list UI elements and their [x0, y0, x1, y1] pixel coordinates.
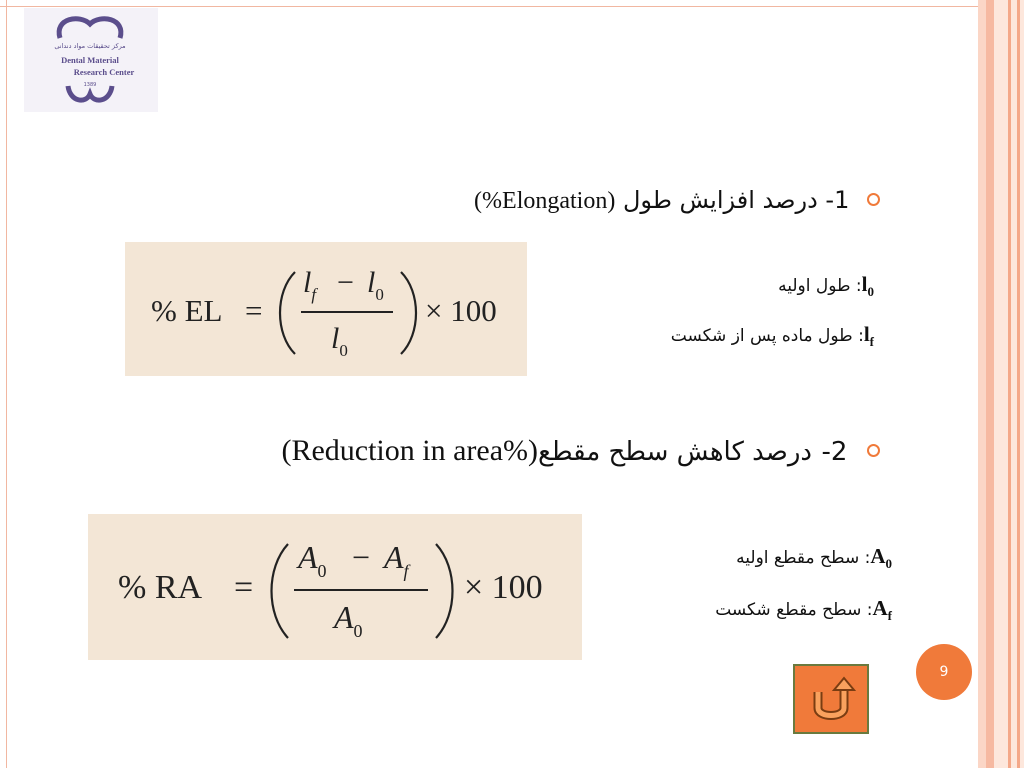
formula2-lhs: % RA: [118, 569, 203, 606]
definition-lf: $l_f$: طول ماده پس از شکست: [670, 322, 874, 350]
svg-text:l0: [331, 322, 348, 360]
definition-l0: $l_0$: طول اولیه: [778, 272, 874, 300]
formula2-den: A: [334, 599, 354, 635]
frame-line: [6, 0, 7, 768]
formula2-num-a-sub: 0: [317, 561, 327, 581]
page-number: 9: [916, 644, 972, 700]
item2-label-fa: درصد کاهش سطح مقطع: [538, 437, 812, 467]
formula1-num-b-sub: 0: [375, 285, 384, 304]
return-arrow-icon: [806, 674, 856, 724]
item1-heading: [380, 186, 880, 215]
logo-persian-text: مرکز تحقیقات مواد دندانی: [54, 42, 126, 50]
decor-stripe: [1017, 0, 1020, 768]
svg-text:=: =: [234, 569, 254, 606]
return-button[interactable]: [793, 664, 869, 734]
formula1-num-b: l: [367, 266, 376, 299]
formula2-num-a: A: [298, 539, 318, 575]
svg-text:A0: [332, 599, 363, 641]
formula1-den: l: [331, 322, 340, 355]
svg-text:A0: [296, 539, 327, 581]
formula-elongation: [125, 242, 527, 376]
logo-line1: Dental Material: [61, 55, 119, 65]
item1-number: 1-: [825, 186, 850, 214]
formula2-num-b: A: [384, 539, 404, 575]
bullet-icon: [867, 444, 880, 457]
formula1-num-a: l: [303, 266, 312, 299]
item2-heading: [140, 433, 880, 468]
decor-stripe: [1008, 0, 1011, 768]
item2-label-en: (Reduction in area%): [281, 434, 539, 467]
formula1-num-a-sub: f: [311, 285, 317, 304]
formula1-multiplier: × 100: [425, 293, 497, 328]
definition-a0: $A_0$: سطح مقطع اولیه: [736, 544, 892, 572]
formula1-lhs: % EL: [151, 293, 223, 328]
logo: [24, 8, 158, 112]
svg-text:Af: [382, 539, 412, 581]
svg-text:=: =: [245, 293, 263, 328]
frame-line: [0, 6, 978, 7]
item1-label-fa: درصد افزایش طول: [622, 186, 818, 214]
logo-year: 1389: [83, 82, 97, 88]
definition-af: $A_f$: سطح مقطع شکست: [715, 596, 892, 624]
svg-text:−: −: [337, 266, 354, 299]
item1-label-en: (%Elongation): [474, 188, 616, 214]
formula2-num-b-sub: f: [403, 561, 409, 581]
decor-stripe: [986, 0, 994, 768]
bullet-icon: [867, 193, 880, 206]
svg-text:l0: [367, 266, 384, 304]
formula2-den-sub: 0: [353, 621, 363, 641]
formula1-den-sub: 0: [339, 341, 348, 360]
decor-stripe: [978, 0, 986, 768]
svg-text:lf: [303, 266, 318, 304]
formula-reduction-area: [88, 514, 582, 660]
logo-line2: Research Center: [73, 67, 135, 77]
formula2-multiplier: × 100: [464, 569, 543, 606]
svg-text:−: −: [352, 539, 371, 575]
item2-number: 2-: [821, 437, 848, 467]
